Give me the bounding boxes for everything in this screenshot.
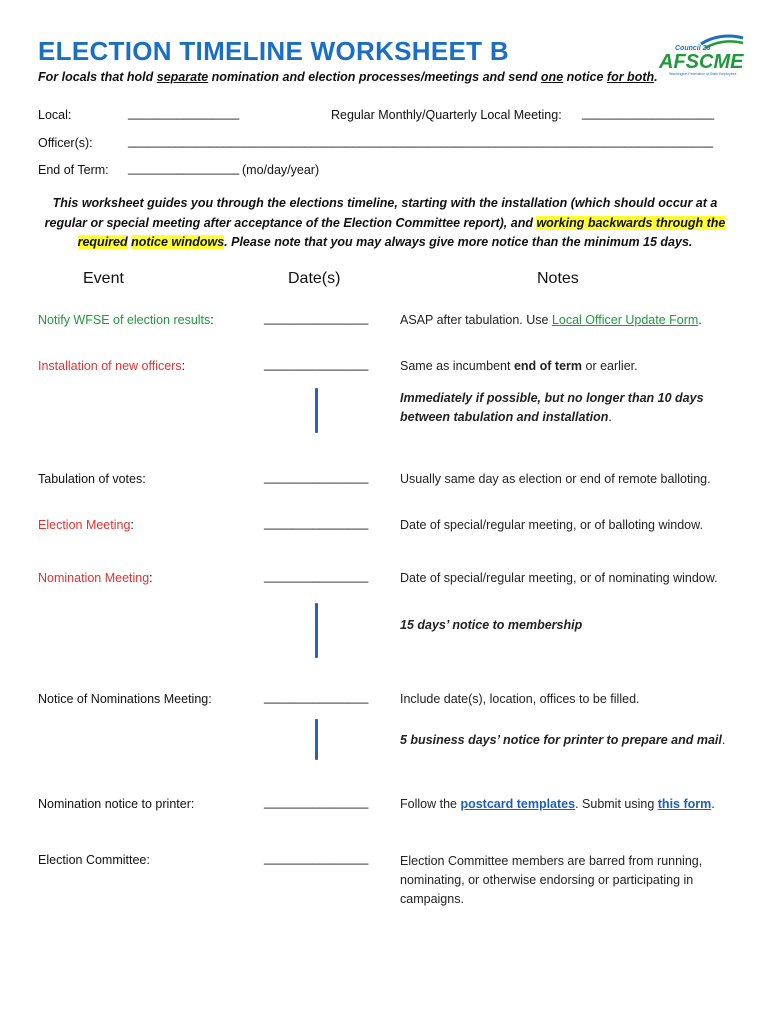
window-installation-text: Immediately if possible, but no longer than 10 days between tabulation and installation (400, 391, 704, 424)
event-tabulation: Tabulation of votes: (38, 472, 146, 486)
afscme-logo-graphic (655, 30, 747, 78)
window-bar (315, 388, 318, 433)
subtitle-text-4: . (654, 70, 658, 84)
note-committee: Election Committee members are barred from running, nominating, or otherwise endorsing or participating in campaigns. (400, 854, 703, 906)
note-installation-text: Same as incumbent (400, 359, 514, 373)
date-field-tabulation[interactable]: _______________ (264, 470, 369, 484)
note-notify-end: . (698, 313, 702, 327)
window-nomination: 15 days’ notice to membership (400, 618, 583, 632)
event-installation (38, 359, 185, 373)
window-installation (400, 389, 710, 427)
postcard-templates-link[interactable]: postcard templates (460, 797, 576, 811)
window-notice (400, 733, 725, 747)
event-notice-of-nominations: Notice of Nominations Meeting: (38, 692, 212, 706)
event-installation-label: Installation of new officers (38, 359, 182, 373)
intro-highlight-2: notice windows (131, 235, 225, 249)
logo-afscme: AFSCME (659, 51, 744, 73)
window-bar (315, 719, 318, 760)
local-officer-update-form-link[interactable]: Local Officer Update Form (551, 313, 699, 327)
event-notify-wfse (38, 313, 214, 327)
end-of-term-label: End of Term: (38, 163, 109, 177)
note-installation-bold: end of term (513, 359, 583, 373)
end-of-term-field[interactable]: ________________ (128, 161, 240, 175)
note-printer-mid: . Submit using (575, 797, 658, 811)
date-field-nomination[interactable]: _______________ (264, 569, 369, 583)
meeting-label: Regular Monthly/Quarterly Local Meeting: (331, 108, 562, 122)
date-field-notice[interactable]: _______________ (264, 690, 369, 704)
note-notice: Include date(s), location, offices to be filled. (400, 692, 640, 706)
note-election: Date of special/regular meeting, or of balloting window. (400, 518, 703, 532)
subtitle-emph-for-both: for both (606, 70, 655, 84)
event-election-meeting (38, 518, 134, 532)
date-field-election[interactable]: _______________ (264, 516, 369, 530)
intro-text-b: . Please note that you may always give more notice than the minimum 15 days. (224, 235, 693, 249)
event-nomination-notice-printer: Nomination notice to printer: (38, 797, 195, 811)
page-title: ELECTION TIMELINE WORKSHEET B (38, 36, 509, 66)
note-installation-end: or earlier. (582, 359, 638, 373)
intro-paragraph (40, 194, 730, 253)
note-notify (400, 313, 702, 327)
column-header-notes: Notes (537, 270, 579, 287)
intro-text-a: This worksheet guides you through the elections timeline, starting with the installation (which should occur at a regular or special meeting after acceptance of the Election Committee report), and (44, 196, 718, 230)
event-election-meeting-label: Election Meeting (38, 518, 131, 532)
subtitle-text-1: For locals that hold (38, 70, 157, 84)
logo-council: Council 28 (675, 45, 711, 52)
subtitle-emph-separate: separate (156, 70, 209, 84)
note-nomination: Date of special/regular meeting, or of nominating window. (400, 571, 718, 585)
date-field-committee[interactable]: _______________ (264, 851, 369, 865)
event-election-committee: Election Committee: (38, 853, 150, 867)
page-subtitle (38, 70, 658, 84)
date-field-notify[interactable]: _______________ (264, 311, 369, 325)
subtitle-text-2: nomination and election processes/meetings and send (208, 70, 541, 84)
note-installation (400, 359, 638, 373)
this-form-link[interactable]: this form (657, 797, 712, 811)
note-tabulation: Usually same day as election or end of remote balloting. (400, 472, 711, 486)
end-of-term-hint: (mo/day/year) (242, 163, 320, 177)
window-bar (315, 603, 318, 658)
note-printer-text: Follow the (400, 797, 461, 811)
event-nomination-meeting (38, 571, 153, 585)
note-notify-text: ASAP after tabulation. Use (400, 313, 552, 327)
event-colon: : (210, 313, 214, 327)
event-colon: : (130, 518, 134, 532)
intro-highlight-1: working backwards through the required (77, 215, 726, 249)
officers-label: Officer(s): (38, 136, 93, 150)
local-field[interactable]: ________________ (128, 106, 240, 120)
note-printer (400, 797, 715, 811)
column-header-dates: Date(s) (288, 270, 341, 287)
event-notify-wfse-label: Notify WFSE of election results (38, 313, 211, 327)
event-colon: : (149, 571, 153, 585)
logo-tagline: Washington Federation of State Employees (669, 72, 737, 76)
event-colon: : (181, 359, 186, 373)
window-notice-text: 5 business days’ notice for printer to prepare and mail (400, 733, 722, 747)
local-label: Local: (38, 108, 72, 122)
subtitle-text-3: notice (563, 70, 607, 84)
date-field-printer[interactable]: _______________ (264, 795, 369, 809)
window-notice-end: . (721, 733, 726, 747)
subtitle-emph-one: one (540, 70, 564, 84)
event-nomination-meeting-label: Nomination Meeting (38, 571, 150, 585)
officers-field[interactable]: ______________________________________________________________________________________ (128, 134, 713, 148)
column-header-event: Event (83, 270, 124, 287)
window-installation-end: . (608, 410, 612, 424)
meeting-field[interactable]: ___________________ (582, 106, 715, 120)
date-field-installation[interactable]: _______________ (264, 357, 369, 371)
afscme-logo (655, 30, 747, 78)
note-printer-end: . (711, 797, 715, 811)
